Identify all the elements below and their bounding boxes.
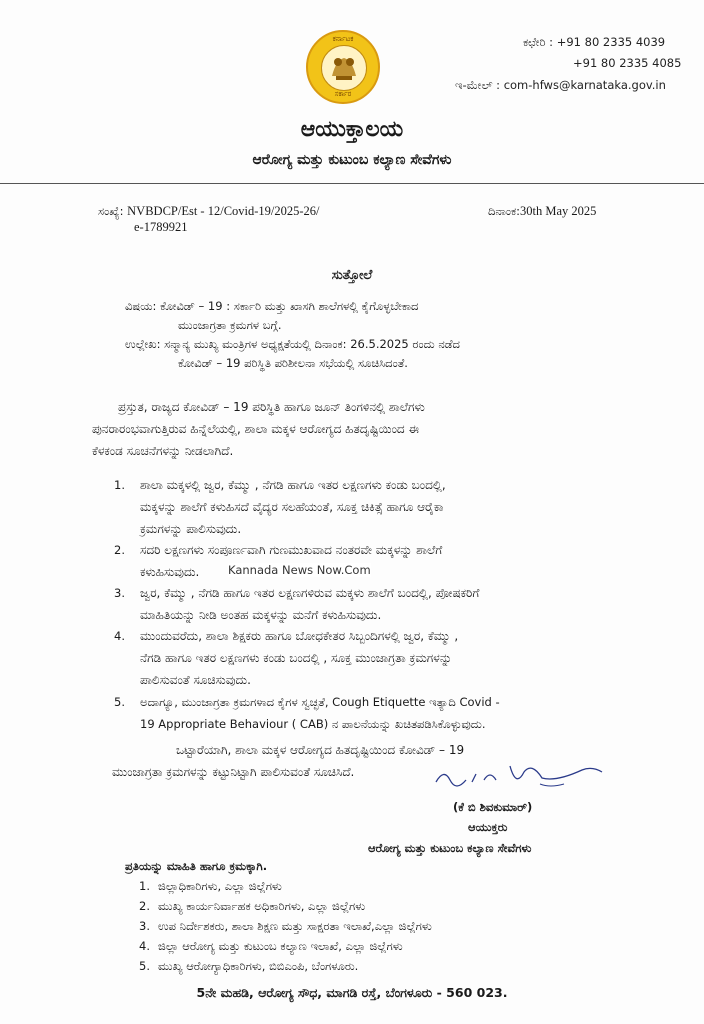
email-address: com-hfws@karnataka.gov.in	[503, 78, 666, 92]
point-5-line-1: ಅದಾಗ್ಯೂ, ಮುಂಜಾಗ್ರತಾ ಕ್ರಮಗಳಾದ ಕೈಗಳ ಸ್ವಚ್ಛತೆ, Cough Etiquette ಇತ್ಯಾದಿ Covid -	[140, 695, 500, 709]
closing-line-1: ಒಟ್ಟಾರೆಯಾಗಿ, ಶಾಲಾ ಮಕ್ಕಳ ಆರೋಗ್ಯದ ಹಿತದೃಷ್ಟಿಯಿಂದ ಕೋವಿಡ್ – 19	[176, 743, 465, 757]
closing-line-2: ಮುಂಜಾಗ್ರತಾ ಕ್ರಮಗಳನ್ನು ಕಟ್ಟುನಿಟ್ಟಾಗಿ ಪಾಲಿಸುವಂತೆ ಸೂಚಿಸಿದೆ.	[112, 765, 355, 779]
subject-line-1: ವಿಷಯ: ಕೋವಿಡ್ – 19 : ಸರ್ಕಾರಿ ಮತ್ತು ಖಾಸಗಿ ಶಾಲೆಗಳಲ್ಲಿ ಕೈಗೊಳ್ಳಬೇಕಾದ	[125, 299, 419, 313]
point-3-number: 3.	[114, 586, 125, 600]
copy-item-1-number: 1.	[139, 879, 150, 893]
copy-item-4-text: ಜಿಲ್ಲಾ ಆರೋಗ್ಯ ಮತ್ತು ಕುಟುಂಬ ಕಲ್ಯಾಣ ಇಲಾಖೆ, ಎಲ್ಲಾ ಜಿಲ್ಲೆಗಳು	[158, 939, 403, 953]
copy-item-4-number: 4.	[139, 939, 150, 953]
copy-item-5-text: ಮುಖ್ಯ ಆರೋಗ್ಯಾಧಿಕಾರಿಗಳು, ಬಿಬಿಎಂಪಿ, ಬೆಂಗಳೂರು.	[158, 959, 359, 973]
point-4-number: 4.	[114, 629, 125, 643]
point-2-line-2: ಕಳುಹಿಸುವುದು.	[140, 565, 200, 579]
date-label: ದಿನಾಂಕ:	[488, 204, 521, 218]
reference-number-line1: NVBDCP/Est - 12/Covid-19/2025-26/	[127, 204, 320, 218]
point-5-line-2: 19 Appropriate Behaviour ( CAB) ನ ಪಾಲನೆಯನ್ನು ಖಚಿತಪಡಿಸಿಕೊಳ್ಳುವುದು.	[140, 717, 486, 731]
phone-line-1	[523, 35, 665, 50]
signatory-department: ಆರೋಗ್ಯ ಮತ್ತು ಕುಟುಂಬ ಕಲ್ಯಾಣ ಸೇವೆಗಳು	[368, 841, 532, 855]
point-1-line-1: ಶಾಲಾ ಮಕ್ಕಳಲ್ಲಿ ಜ್ವರ, ಕೆಮ್ಮು , ನೆಗಡಿ ಹಾಗೂ ಇತರ ಲಕ್ಷಣಗಳು ಕಂಡು ಬಂದಲ್ಲಿ,	[140, 478, 446, 492]
header-divider	[0, 183, 704, 184]
copy-item-5-number: 5.	[139, 959, 150, 973]
reference-number-line2: e-1789921	[134, 220, 188, 234]
date-value: 30th May 2025	[520, 204, 597, 218]
subject-label: ವಿಷಯ:	[125, 299, 157, 313]
intro-line-2: ಪುನರಾರಂಭವಾಗುತ್ತಿರುವ ಹಿನ್ನೆಲೆಯಲ್ಲಿ, ಶಾಲಾ ಮಕ್ಕಳ ಆರೋಗ್ಯದ ಹಿತದೃಷ್ಟಿಯಿಂದ ಈ	[92, 422, 419, 436]
copy-item-2-number: 2.	[139, 899, 150, 913]
point-5-number: 5.	[114, 695, 125, 709]
phone-2: +91 80 2335 4085	[573, 56, 682, 70]
signatory-name: (ಕೆ ಬಿ ಶಿವಕುಮಾರ್)	[453, 800, 533, 814]
point-1-line-3: ಕ್ರಮಗಳನ್ನು ಪಾಲಿಸುವುದು.	[140, 522, 242, 536]
point-3-line-2: ಮಾಹಿತಿಯನ್ನು ನೀಡಿ ಅಂತಹ ಮಕ್ಕಳನ್ನು ಮನೆಗೆ ಕಳುಹಿಸುವುದು.	[140, 608, 382, 622]
point-1-line-2: ಮಕ್ಕಳನ್ನು ಶಾಲೆಗೆ ಕಳುಹಿಸದೆ ವೈದ್ಯರ ಸಲಹೆಯಂತೆ, ಸೂಕ್ತ ಚಿಕಿತ್ಸೆ ಹಾಗೂ ಆರೈಕಾ	[140, 500, 444, 514]
subject-line-2: ಮುಂಜಾಗ್ರತಾ ಕ್ರಮಗಳ ಬಗ್ಗೆ.	[178, 318, 282, 332]
email-label: ಇ-ಮೇಲ್ :	[455, 78, 501, 92]
date	[488, 204, 596, 219]
watermark-text: Kannada News Now.Com	[228, 563, 371, 577]
phone-1: +91 80 2335 4039	[556, 35, 666, 49]
footer-address: 5ನೇ ಮಹಡಿ, ಆರೋಗ್ಯ ಸೌಧ, ಮಾಗಡಿ ರಸ್ತೆ, ಬೆಂಗಳೂರು - 560 023.	[196, 985, 508, 1000]
ref-line-1: ಉಲ್ಲೇಖ: ಸನ್ಮಾನ್ಯ ಮುಖ್ಯ ಮಂತ್ರಿಗಳ ಅಧ್ಯಕ್ಷತೆಯಲ್ಲಿ ದಿನಾಂಕ: 26.5.2025 ರಂದು ನಡೆದ	[125, 337, 460, 351]
email-line	[455, 78, 666, 93]
point-2-line-1: ಸದರಿ ಲಕ್ಷಣಗಳು ಸಂಪೂರ್ಣವಾಗಿ ಗುಣಮುಖವಾದ ನಂತರವೇ ಮಕ್ಕಳನ್ನು ಶಾಲೆಗೆ	[140, 543, 443, 557]
copy-item-2-text: ಮುಖ್ಯ ಕಾರ್ಯನಿರ್ವಾಹಕ ಅಧಿಕಾರಿಗಳು, ಎಲ್ಲಾ ಜಿಲ್ಲೆಗಳು	[158, 899, 366, 913]
emblem-bottom-text: ಸರ್ಕಾರ	[334, 90, 352, 98]
intro-line-3: ಕೆಳಕಂಡ ಸೂಚನೆಗಳನ್ನು ನೀಡಲಾಗಿದೆ.	[92, 444, 234, 458]
signature-image	[432, 758, 612, 794]
phone-label: ಕಛೇರಿ :	[523, 35, 554, 49]
ref-label: ಉಲ್ಲೇಖ:	[125, 337, 161, 351]
emblem-top-text: ಕರ್ನಾಟಕ	[332, 35, 354, 43]
point-1-number: 1.	[114, 478, 125, 492]
point-4-line-3: ಪಾಲಿಸುವಂತೆ ಸೂಚಿಸುವುದು.	[140, 673, 251, 687]
copy-item-1-text: ಜಿಲ್ಲಾಧಿಕಾರಿಗಳು, ಎಲ್ಲಾ ಜಿಲ್ಲೆಗಳು	[158, 879, 282, 893]
point-4-line-2: ನೆಗಡಿ ಹಾಗೂ ಇತರ ಲಕ್ಷಣಗಳು ಕಂಡು ಬಂದಲ್ಲಿ , ಸೂಕ್ತ ಮುಂಜಾಗ್ರತಾ ಕ್ರಮಗಳನ್ನು	[140, 651, 452, 665]
reference-label: ಸಂಖ್ಯೆ:	[98, 204, 124, 218]
copies-heading: ಪ್ರತಿಯನ್ನು ಮಾಹಿತಿ ಹಾಗೂ ಕ್ರಮಕ್ಕಾಗಿ.	[125, 859, 268, 873]
reference-number	[98, 204, 320, 219]
karnataka-emblem-icon	[306, 30, 380, 104]
circular-heading: ಸುತ್ತೋಲೆ	[331, 268, 373, 283]
copy-item-3-number: 3.	[139, 919, 150, 933]
ref-line-2: ಕೋವಿಡ್ – 19 ಪರಿಸ್ಥಿತಿ ಪರಿಶೀಲನಾ ಸಭೆಯಲ್ಲಿ ಸೂಚಿಸಿದಂತೆ.	[178, 356, 408, 370]
point-4-line-1: ಮುಂದುವರೆದು, ಶಾಲಾ ಶಿಕ್ಷಕರು ಹಾಗೂ ಬೋಧಕೇತರ ಸಿಬ್ಬಂದಿಗಳಲ್ಲಿ ಜ್ವರ, ಕೆಮ್ಮು ,	[140, 629, 459, 643]
office-title: ಆಯುಕ್ತಾಲಯ	[300, 117, 404, 142]
copy-item-3-text: ಉಪ ನಿರ್ದೇಶಕರು, ಶಾಲಾ ಶಿಕ್ಷಣ ಮತ್ತು ಸಾಕ್ಷರತಾ ಇಲಾಖೆ,ಎಲ್ಲಾ ಜಿಲ್ಲೆಗಳು	[158, 919, 432, 933]
point-2-number: 2.	[114, 543, 125, 557]
intro-line-1: ಪ್ರಸ್ತುತ, ರಾಜ್ಯದ ಕೋವಿಡ್ – 19 ಪರಿಸ್ಥಿತಿ ಹಾಗೂ ಜೂನ್ ತಿಂಗಳಿನಲ್ಲಿ ಶಾಲೆಗಳು	[118, 400, 425, 414]
gandabherunda-icon	[322, 46, 366, 90]
department-title: ಆರೋಗ್ಯ ಮತ್ತು ಕುಟುಂಬ ಕಲ್ಯಾಣ ಸೇವೆಗಳು	[252, 152, 452, 168]
point-3-line-1: ಜ್ವರ, ಕೆಮ್ಮು , ನೆಗಡಿ ಹಾಗೂ ಇತರ ಲಕ್ಷಣಗಳಿರುವ ಮಕ್ಕಳು ಶಾಲೆಗೆ ಬಂದಲ್ಲಿ, ಪೋಷಕರಿಗೆ	[140, 586, 480, 600]
signatory-designation: ಆಯುಕ್ತರು	[468, 820, 508, 834]
